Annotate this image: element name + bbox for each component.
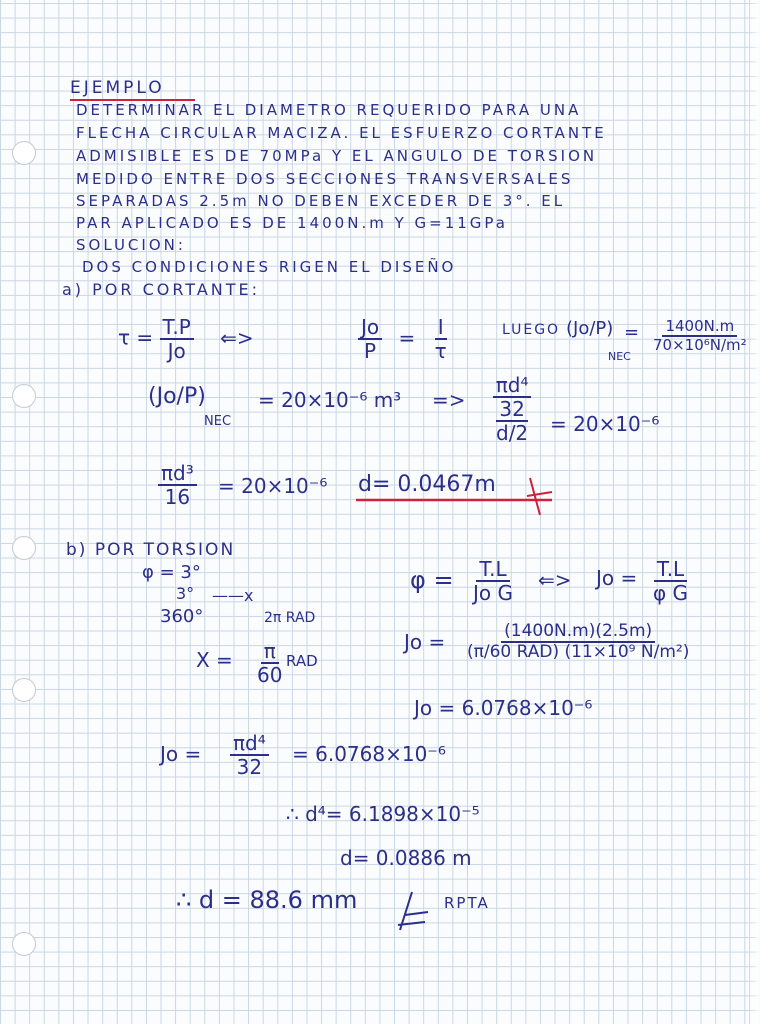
denominator: Jo bbox=[167, 339, 186, 363]
denominator bbox=[490, 398, 534, 444]
jo-over-p-nec: (Jo/P) bbox=[148, 384, 206, 409]
numerator: T.P bbox=[160, 316, 194, 340]
denominator: τ bbox=[434, 339, 447, 363]
allowable-stress-fraction bbox=[650, 318, 750, 353]
three-degrees: 3° bbox=[176, 584, 195, 603]
jo-substitution bbox=[464, 622, 692, 661]
jo-fraction bbox=[650, 558, 691, 604]
tau-symbol: τ = bbox=[118, 325, 154, 350]
jo-over-p: (Jo/P) bbox=[566, 318, 614, 339]
statement-line: PAR APLICADO ES DE 1400N.m Y G=11GPa bbox=[76, 214, 508, 232]
rhs-value: = 20×10⁻⁶ bbox=[550, 412, 660, 436]
d4-value: ∴ d⁴= 6.1898×10⁻⁵ bbox=[286, 802, 480, 826]
luego-label: LUEGO bbox=[502, 322, 561, 338]
numerator: I bbox=[435, 316, 447, 340]
fraction bbox=[432, 316, 450, 362]
denominator: 32 bbox=[236, 755, 263, 779]
denominator: Jo G bbox=[473, 581, 513, 605]
numerator: πd⁴ bbox=[493, 374, 532, 398]
denominator: 70×10⁶N/m² bbox=[653, 335, 747, 354]
solution-label: SOLUCION: bbox=[76, 236, 186, 254]
statement-line: DETERMINAR EL DIAMETRO REQUERIDO PARA UNA bbox=[76, 101, 582, 119]
nec-subscript: NEC bbox=[608, 350, 631, 363]
statement-line: ADMISIBLE ES DE 70MPa Y EL ANGULO DE TORSION bbox=[76, 147, 598, 165]
equals: = bbox=[398, 325, 416, 350]
phi-value: φ = 3° bbox=[142, 562, 201, 583]
nec-subscript: NEC bbox=[204, 414, 232, 429]
jo-value: Jo = 6.0768×10⁻⁶ bbox=[414, 696, 593, 720]
denominator: φ G bbox=[653, 581, 689, 605]
degrees-360: 360° bbox=[160, 606, 204, 627]
part-b-title: b) POR TORSION bbox=[66, 540, 236, 560]
jo-equals: Jo = bbox=[596, 566, 638, 590]
d-value: d= 0.0886 m bbox=[340, 846, 472, 870]
numerator: Jo bbox=[358, 316, 382, 340]
conditions-line: DOS CONDICIONES RIGEN EL DISEÑO bbox=[82, 258, 457, 276]
polar-inertia-fraction bbox=[230, 732, 269, 778]
diameter-result-shear: d= 0.0467m bbox=[358, 472, 496, 497]
jo-value: = 6.0768×10⁻⁶ bbox=[292, 742, 446, 766]
statement-line: SEPARADAS 2.5m NO DEBEN EXCEDER DE 3°. EL bbox=[76, 192, 566, 210]
denominator: P bbox=[364, 339, 377, 363]
numerator: 32 bbox=[496, 398, 527, 422]
shear-formula bbox=[118, 316, 254, 362]
rpta-label: RPTA bbox=[444, 894, 490, 912]
heading: EJEMPLO bbox=[70, 78, 165, 98]
numerator: T.L bbox=[476, 558, 509, 582]
polar-over-radius bbox=[490, 374, 534, 444]
proportion-dash: ——x bbox=[212, 586, 254, 605]
x-fraction bbox=[254, 640, 285, 686]
numerator: T.L bbox=[654, 558, 687, 582]
equals: = bbox=[624, 322, 640, 343]
denominator: d/2 bbox=[496, 421, 529, 445]
section-modulus-value: = 20×10⁻⁶ m³ bbox=[258, 388, 402, 412]
x-equals: X = bbox=[196, 648, 233, 672]
statement-line: FLECHA CIRCULAR MACIZA. EL ESFUERZO CORTANTE bbox=[76, 124, 607, 142]
rhs-value: = 20×10⁻⁶ bbox=[218, 474, 328, 498]
jo-equals: Jo = bbox=[404, 630, 446, 654]
pid3-fraction bbox=[158, 462, 197, 508]
numerator: (1400N.m)(2.5m) bbox=[501, 622, 655, 643]
final-answer: ∴ d = 88.6 mm bbox=[176, 886, 358, 914]
fraction bbox=[358, 316, 382, 362]
implies-arrow: => bbox=[432, 388, 466, 412]
numerator: π bbox=[261, 640, 279, 664]
iff-arrow: ⇐> bbox=[220, 325, 254, 350]
numerator: πd³ bbox=[158, 462, 197, 486]
iff-arrow: ⇐> bbox=[538, 568, 572, 592]
polar-ratio bbox=[358, 316, 450, 362]
jo-equals: Jo = bbox=[160, 742, 202, 766]
denominator: 60 bbox=[257, 663, 283, 687]
torsion-fraction bbox=[470, 558, 516, 604]
denominator: (π/60 RAD) (11×10⁹ N/m²) bbox=[467, 641, 690, 662]
numerator: 1400N.m bbox=[662, 318, 737, 337]
fraction bbox=[160, 316, 194, 362]
two-pi-rad: 2π RAD bbox=[264, 610, 316, 626]
statement-line: MEDIDO ENTRE DOS SECCIONES TRANSVERSALES bbox=[76, 170, 574, 188]
rad-unit: RAD bbox=[286, 652, 318, 670]
part-a-title: a) POR CORTANTE: bbox=[62, 280, 261, 299]
denominator: 16 bbox=[164, 485, 191, 509]
phi-equals: φ = bbox=[410, 566, 454, 594]
numerator: πd⁴ bbox=[230, 732, 269, 756]
